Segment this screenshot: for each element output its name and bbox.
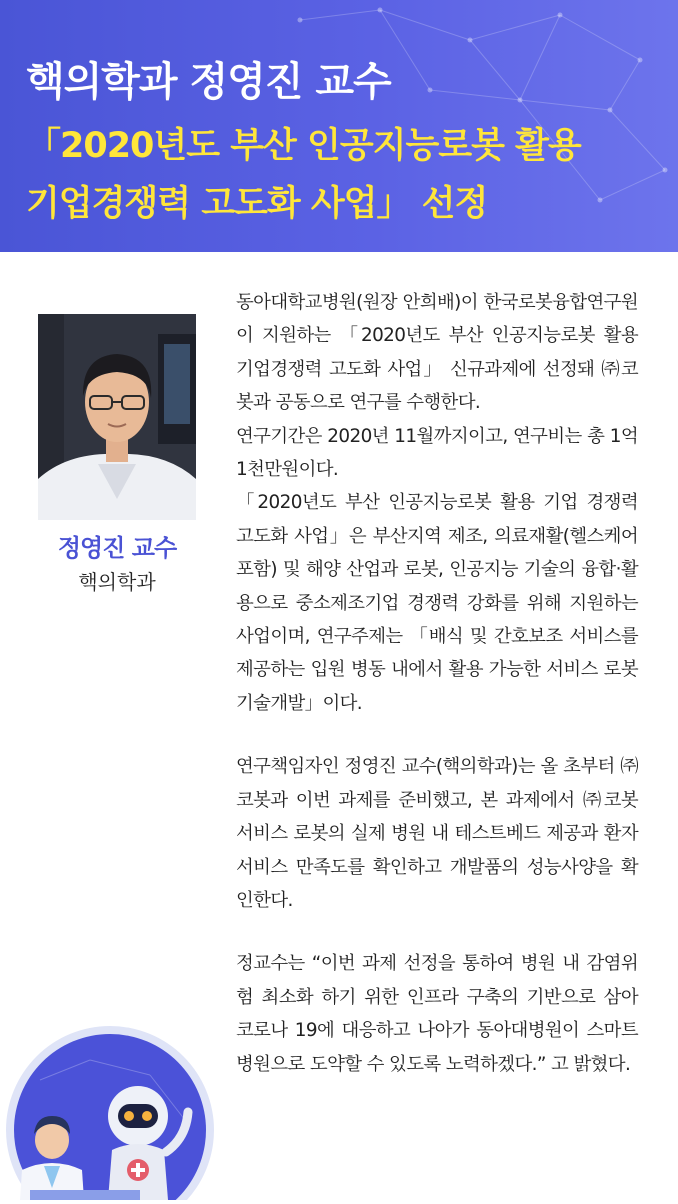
article-body [236,286,638,1081]
professor-department: 핵의학과 [78,570,156,594]
paragraph-1: 동아대학교병원(원장 안희배)이 한국로봇융합연구원이 지원하는 「2020년도 부산 인공지능로봇 활용 기업경쟁력 고도화 사업」 신규과제에 선정돼 ㈜코봇과 공동으로 연구를 수행한다. [236,292,638,414]
subtitle-line-2: 기업경쟁력 고도화 사업」 선정 [26,184,488,224]
header-banner [0,0,678,252]
doctor-and-robot-illustration-icon [0,1020,225,1204]
paragraph-3: 「2020년도 부산 인공지능로봇 활용 기업 경쟁력 고도화 사업」은 부산지역 제조, 의료재활(헬스케어 포함) 및 해양 산업과 로봇, 인공지능 기술의 융합·활용으로 중소제조기업 경쟁력 강화를 위해 지원하는 사업이며, 연구주제는 「배식 및 간호보조 서비스를 제공하는 입원 병동 내에서 활용 가능한 서비스 로봇 기술개발」이다. [236,492,638,714]
paragraph-2: 연구기간은 2020년 11월까지이고, 연구비는 총 1억1천만원이다. [236,425,638,481]
professor-name: 정영진 교수 [57,534,177,562]
page-title: 핵의학과 정영진 교수 [26,59,391,105]
subtitle-line-1: 「2020년도 부산 인공지능로봇 활용 [26,126,581,166]
paragraph-4: 연구책임자인 정영진 교수(핵의학과)는 올 초부터 ㈜코봇과 이번 과제를 준비했고, 본 과제에서 ㈜코봇 서비스 로봇의 실제 병원 내 테스트베드 제공과 환자 서비스 만족도를 확인하고 개발품의 성능사양을 확인한다. [236,756,638,911]
paragraph-5: 정교수는 “이번 과제 선정을 통하여 병원 내 감염위험 최소화 하기 위한 인프라 구축의 기반으로 삼아 코로나 19에 대응하고 나아가 동아대병원이 스마트병원으로 도약할 수 있도록 노력하겠다.” 고 밝혔다. [236,953,638,1075]
professor-portrait-icon [38,314,196,520]
